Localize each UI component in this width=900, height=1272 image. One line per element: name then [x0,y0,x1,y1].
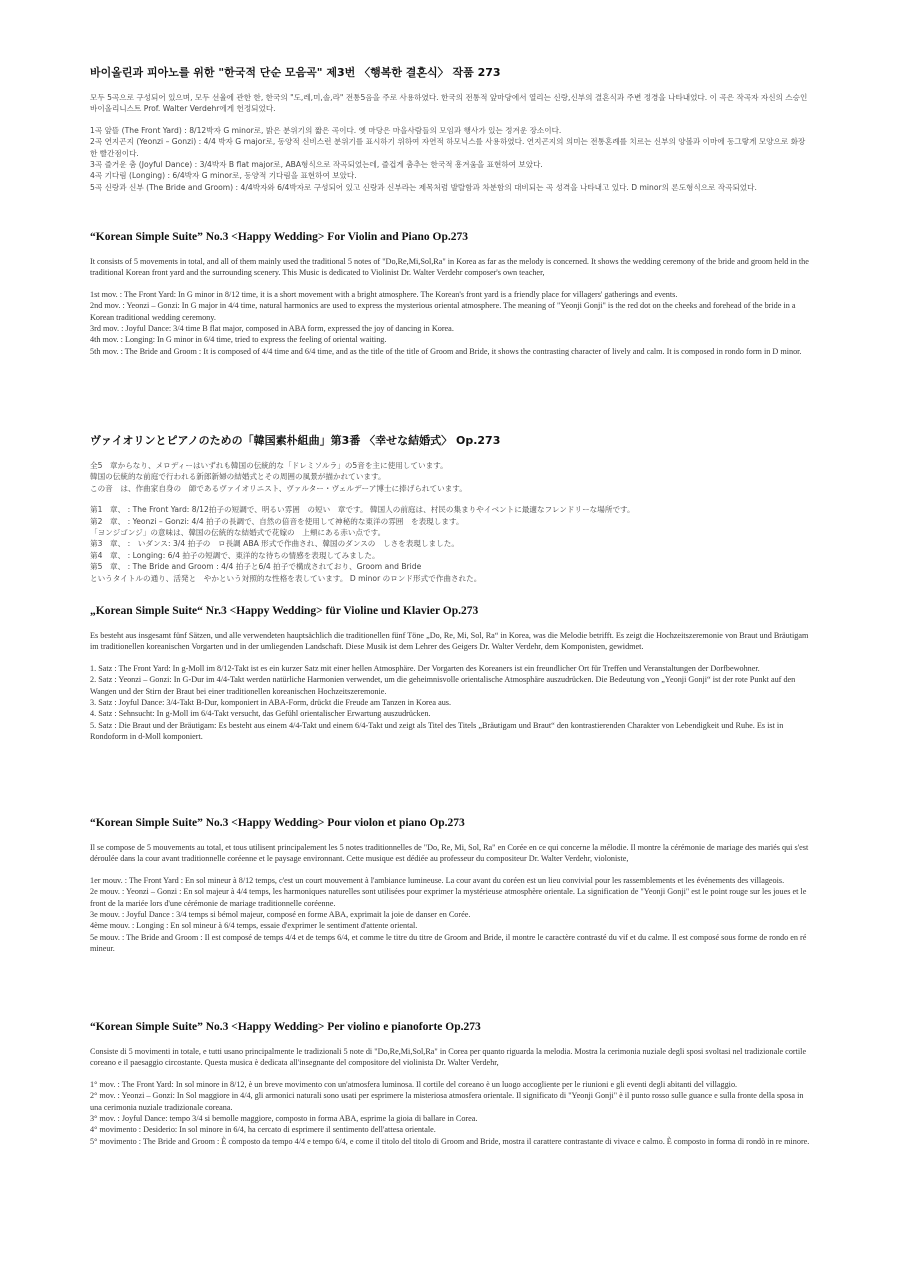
intro-paragraph: Es besteht aus insgesamt fünf Sätzen, und alle verwendeten hauptsächlich die traditionellen fünf Töne „Do, Re, Mi, Sol, Ra“ in Korea, was die Melodie betrifft. Es zeigt die Hochzeitszeremonie von Braut und Bräutigam im traditionellen koreanischen Vorgarten und in der umliegenden Landschaft. Diese Musik ist dem Lehrer des Geigers Dr. Walter Verdehr, dem Komponisten, gewidmet. [90,631,811,652]
section-italian [90,1020,812,1147]
section-korean [90,66,812,193]
intro-paragraph: It consists of 5 movements in total, and all of them mainly used the traditional 5 notes of "Do,Re,Mi,Sol,Ra" in Korea as far as the melody is concerned. It shows the wedding ceremony of the bride and groom held in the traditional Korean front yard and the surrounding scenery. This Music is dedicated to Violinist Dr. Walter Verdehr composer's own teacher, [90,257,811,278]
section-french [90,816,812,955]
section-english [90,230,812,357]
section-german [90,604,812,743]
movements-paragraph: 第1 章、 : The Front Yard: 8/12拍子の短調で、明るい雰囲 の短い 章です。 韓国人の前庭は、村民の集まりやイベントに最適なフレンドリーな場所です。 第2 章、 : Yeonzi – Gonzi: 4/4 拍子の長調で、自然の倍音を使用して神秘的な東洋の雰囲 を表現します。 「ヨンジゴンジ」の意味は、韓国の伝統的な結婚式で花嫁の 上頬にある赤い点です。 第3 章、 : いダンス: 3/4 拍子の ロ長調 ABA 形式で作曲され、韓国のダンスの しさを表現しました。 第4 章、 : Longing: 6/4 拍子の短調で、東洋的な待ちの情感を表現してみました。 第5 章、 : The Bride and Groom : 4/4 拍子と6/4 拍子で構成されており、Groom and Bride というタイトルの通り、活発と やかという対照的な性格を表しています。 D minor のロンド形式で作曲された。 [90,505,635,583]
intro-paragraph: Consiste di 5 movimenti in totale, e tutti usano principalmente le tradizionali 5 note di "Do,Re,Mi,Sol,Ra" in Corea per quanto riguarda la melodia. Mostra la cerimonia nuziale degli sposi svoltasi nel tradizionale cortile coreano e il paesaggio circostante. Questa musica è dedicata all'insegnante del compositore del violinista Dr. Walter Verdehr, [90,1047,809,1068]
intro-paragraph: 모두 5곡으로 구성되어 있으며, 모두 선율에 관한 한, 한국의 "도,레,미,솔,라" 전통5음을 주로 사용하였다. 한국의 전통적 앞마당에서 열리는 신랑,신부의 결혼식과 주변 정경을 나타내었다. 이 곡은 작곡자 자신의 스승인 바이올리니스트 Prof. Walter Verdehr에게 헌정되었다. [90,93,810,114]
movements-paragraph: 1. Satz : The Front Yard: In g-Moll im 8/12-Takt ist es ein kurzer Satz mit einer hellen Atmosphäre. Der Vorgarten des Koreaners ist ein freundlicher Ort für Treffen und Veranstaltungen der Dorfbewohner. 2. Satz : Yeonzi – Gonzi: In G-Dur im 4/4-Takt werden natürliche Harmonien verwendet, um die geheimnisvolle orientalische Atmosphäre auszudrücken. Die Bedeutung von „Yeonji Gonji“ ist der rote Punkt auf den Wangen und der Stirn der Braut bei einer traditionellen koreanischen Hochzeitszeremonie. 3. Satz : Joyful Dance: 3/4-Takt B-Dur, komponiert in ABA-Form, drückt die Freude am Tanzen in Korea aus. 4. Satz : Sehnsucht: In g-Moll im 6/4-Takt versucht, das Gefühl orientalischer Erwartung auszudrücken. 5. Satz : Die Braut und der Bräutigam: Es besteht aus einem 4/4-Takt und einem 6/4-Takt und zeigt als Titel des Titels „Bräutigam und Braut“ den kontrastierenden Charakter von Lebendigkeit und Ruhe. Es ist in Rondoform in d-Moll komponiert. [90,663,796,742]
section-title: “Korean Simple Suite” No.3 <Happy Wedding> For Violin and Piano Op.273 [90,231,468,243]
movements-paragraph: 1° mov. : The Front Yard: In sol minore in 8/12, è un breve movimento con un'atmosfera luminosa. Il cortile del coreano è un luogo accogliente per le riunioni e gli eventi degli abitanti del villaggio. 2° mov. : Yeonzi – Gonzi: In Sol maggiore in 4/4, gli armonici naturali sono usati per esprimere la misteriosa atmosfera orientale. Il significato di "Yeonji Gonji" è il punto rosso sulle guance e sulla fronte della sposa in una cerimonia nuziale tradizionale coreana. 3° mov. : Joyful Dance: tempo 3/4 si bemolle maggiore, composto in forma ABA, esprime la gioia di ballare in Corea. 4° movimento : Desiderio: In sol minore in 6/4, ha cercato di esprimere il sentimento dell'attesa orientale. 5° movimento : The Bride and Groom : È composto da tempo 4/4 e tempo 6/4, e come il titolo del titolo di Groom and Bride, mostra il carattere contrastante di vivace e calmo. È composto in forma di rondò in re minore. [90,1079,810,1146]
intro-paragraph: Il se compose de 5 mouvements au total, et tous utilisent principalement les 5 notes traditionnelles de "Do, Re, Mi, Sol, Ra" en Corée en ce qui concerne la mélodie. Il montre la cérémonie de mariage des mariés qui s'est déroulée dans la cour avant traditionnelle coréenne et le paysage environnant. Cette musique est dédiée au professeur du compositeur Dr. Walter Verdehr, violoniste, [90,843,811,864]
section-title: ヴァイオリンとピアノのための「韓国素朴組曲」第3番 〈幸せな結婚式〉 Op.273 [90,434,501,447]
section-japanese [90,434,812,584]
section-title: „Korean Simple Suite“ Nr.3 <Happy Wedding> für Violine und Klavier Op.273 [90,605,479,617]
section-title: 바이올린과 피아노를 위한 "한국적 단순 모음곡" 제3번 〈행복한 결혼식〉 작품 273 [90,66,501,79]
movements-paragraph: 1곡 앞뜰 (The Front Yard) : 8/12박자 G minor로, 밝은 분위기의 짧은 곡이다. 옛 마당은 마을사람들의 모임과 행사가 있는 정겨운 장소이다. 2곡 연지곤지 (Yeonzi – Gonzi) : 4/4 박자 G major로, 동양적 신비스런 분위기를 표시하기 위하여 자연적 하모닉스를 사용하였다. 연지곤지의 의미는 전통혼례를 치르는 신부의 양볼과 이마에 동그랗게 모양으로 화장한 빨간점이다. 3곡 즐거운 춤 (Joyful Dance) : 3/4박자 B flat major로, ABA형식으로 작곡되었는데, 즐겁게 춤추는 한국적 흥겨움을 표현하여 보았다. 4곡 기다림 (Longing) : 6/4박자 G minor로, 동양적 기다림을 표현하여 보았다. 5곡 신랑과 신부 (The Bride and Groom) : 4/4박자와 6/4박자로 구성되어 있고 신랑과 신부라는 제목처럼 발랄함과 차분함의 대비되는 곡 성격을 나타내고 있다. D minor의 론도형식으로 작곡되었다. [90,125,806,192]
section-title: “Korean Simple Suite” No.3 <Happy Wedding> Per violino e pianoforte Op.273 [90,1021,481,1033]
section-title: “Korean Simple Suite” No.3 <Happy Wedding> Pour violon et piano Op.273 [90,817,465,829]
movements-paragraph: 1st mov. : The Front Yard: In G minor in 8/12 time, it is a short movement with a bright atmosphere. The Korean's front yard is a friendly place for villagers' gatherings and events. 2nd mov. : Yeonzi – Gonzi: In G major in 4/4 time, natural harmonics are used to express the mysterious oriental atmosphere. The meaning of "Yeonji Gonji" is the red dot on the cheeks and forehead of the bride in a Korean traditional wedding ceremony. 3rd mov. : Joyful Dance: 3/4 time B flat major, composed in ABA form, expressed the joy of dancing in Korea. 4th mov. : Longing: In G minor in 6/4 time, tried to express the feeling of oriental waiting. 5th mov. : The Bride and Groom : It is composed of 4/4 time and 6/4 time, and as the title of the title of Groom and Bride, it shows the contrasting character of lively and calm. It is composed in rondo form in D minor. [90,289,802,356]
intro-paragraph: 全5 章からなり、メロディーはいずれも韓国の伝統的な「ドレミソルラ」の5音を主に使用しています。 韓国の伝統的な前庭で行われる新郎新婦の結婚式とその周囲の風景が描かれています。 この音 は、作曲家自身の 師であるヴァイオリニスト、ヴァルター・ヴェルデーア博士に捧げられています。 [90,461,467,493]
movements-paragraph: 1er mouv. : The Front Yard : En sol mineur à 8/12 temps, c'est un court mouvement à l'ambiance lumineuse. La cour avant du coréen est un lieu convivial pour les rassemblements et les événements des villageois. 2e mouv. : Yeonzi – Gonzi : En sol majeur à 4/4 temps, les harmoniques naturelles sont utilisées pour exprimer la mystérieuse atmosphère orientale. La signification de "Yeonji Gonji" est le point rouge sur les joues et le front de la mariée lors d'une cérémonie de mariage traditionnelle coréenne. 3e mouv. : Joyful Dance : 3/4 temps si bémol majeur, composé en forme ABA, exprimait la joie de danser en Corée. 4ème mouv. : Longing : En sol mineur à 6/4 temps, essaie d'exprimer le sentiment d'attente oriental. 5e mouv. : The Bride and Groom : Il est composé de temps 4/4 et de temps 6/4, et comme le titre du titre de Groom and Bride, il montre le caractère contrasté du vif et du calme. Il est composé sous forme de rondo en ré mineur. [90,875,807,954]
